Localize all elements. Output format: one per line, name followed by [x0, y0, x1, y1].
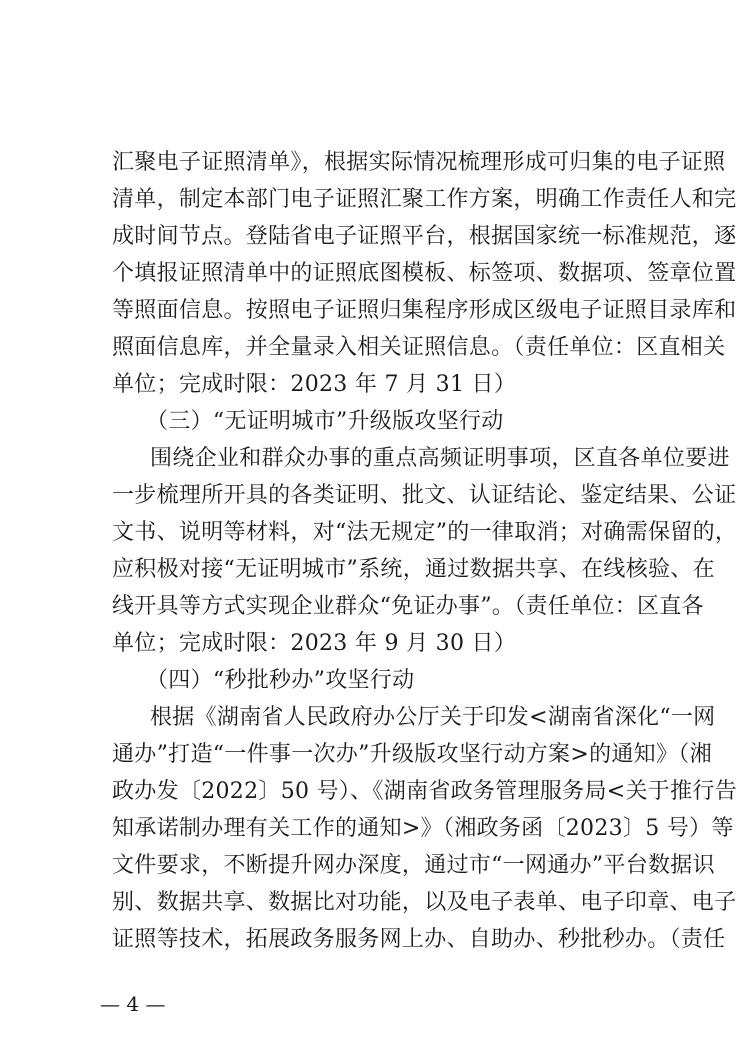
body-line: 知承诺制办理有关工作的通知>》（湘政务函〔2023〕5 号）等 [112, 816, 734, 841]
body-line: 证照等技术，拓展政务服务网上办、自助办、秒批秒办。（责任 [112, 927, 726, 952]
body-line: 根据《湖南省人民政府办公厅关于印发<湖南省深化“一网 [150, 705, 716, 730]
body-line: 围绕企业和群众办事的重点高频证明事项，区直各单位要进 [150, 446, 730, 471]
body-line: 应积极对接“无证明城市”系统，通过数据共享、在线核验、在 [112, 557, 715, 582]
body-line: 等照面信息。按照电子证照归集程序形成区级电子证照目录库和 [112, 298, 737, 323]
body-line: 个填报证照清单中的证照底图模板、标签项、数据项、签章位置 [112, 261, 737, 286]
body-line: 别、数据共享、数据比对功能，以及电子表单、电子印章、电子 [112, 890, 737, 915]
body-line: 线开具等方式实现企业群众“免证办事”。（责任单位：区直各 [112, 594, 704, 619]
body-line: 照面信息库，并全量录入相关证照信息。（责任单位：区直相关 [112, 335, 726, 360]
page-number: — 4 — [100, 992, 166, 1016]
body-line: 成时间节点。登陆省电子证照平台，根据国家统一标准规范，逐 [112, 224, 737, 249]
section-heading: （三）“无证明城市”升级版攻坚行动 [146, 409, 504, 434]
body-line: 单位；完成时限：2023 年 7 月 31 日） [112, 372, 517, 397]
section-heading: （四）“秒批秒办”攻坚行动 [146, 668, 415, 693]
body-line: 通办”打造“一件事一次办”升级版攻坚行动方案>的通知》（湘 [112, 742, 712, 767]
body-line: 文件要求，不断提升网办深度，通过市“一网通办”平台数据识 [112, 853, 715, 878]
body-line: 清单，制定本部门电子证照汇聚工作方案，明确工作责任人和完 [112, 187, 737, 212]
body-line: 一步梳理所开具的各类证明、批文、认证结论、鉴定结果、公证 [112, 483, 737, 508]
body-line: 文书、说明等材料，对“法无规定”的一律取消；对确需保留的， [112, 520, 738, 545]
body-line: 汇聚电子证照清单》，根据实际情况梳理形成可归集的电子证照 [112, 150, 726, 175]
body-line: 政办发〔2022〕50 号）、《湖南省政务管理服务局<关于推行告 [112, 779, 738, 804]
body-line: 单位；完成时限：2023 年 9 月 30 日） [112, 631, 517, 656]
